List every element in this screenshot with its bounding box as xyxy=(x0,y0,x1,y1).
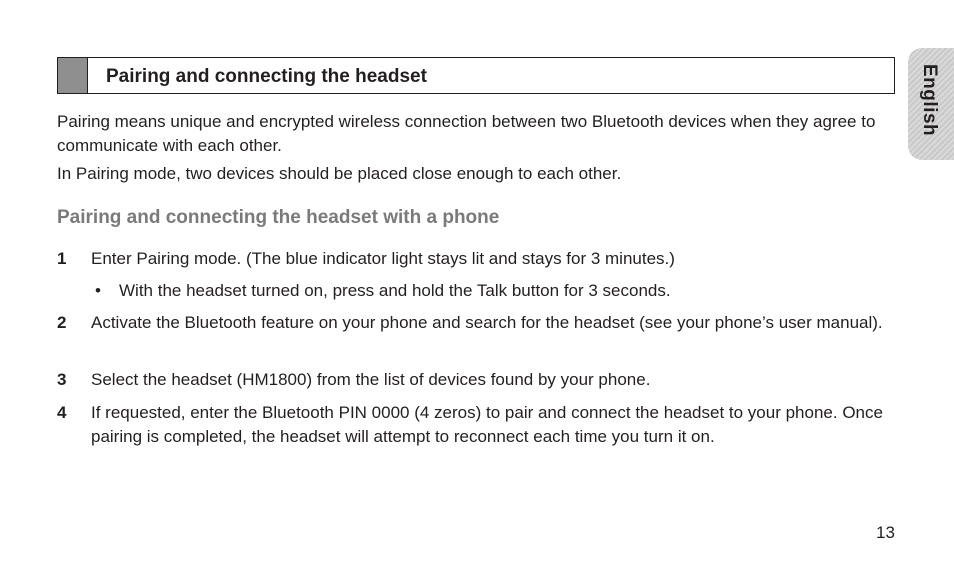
intro-paragraph-2: In Pairing mode, two devices should be placed close enough to each other. xyxy=(57,164,622,183)
subheading: Pairing and connecting the headset with a phone xyxy=(57,207,500,228)
step-number: 3 xyxy=(57,370,67,389)
section-title: Pairing and connecting the headset xyxy=(106,66,427,87)
step-text: Select the headset (HM1800) from the list of devices found by your phone. xyxy=(91,370,651,389)
page-number: 13 xyxy=(876,523,895,542)
step-number: 4 xyxy=(57,403,67,422)
step-text: Enter Pairing mode. (The blue indicator light stays lit and stays for 3 minutes.) xyxy=(91,249,675,268)
step-number: 2 xyxy=(57,313,67,332)
bullet-text: With the headset turned on, press and hold the Talk button for 3 seconds. xyxy=(119,281,671,300)
intro-paragraph-1: Pairing means unique and encrypted wireless connection between two Bluetooth devices when they agree to communicate with each other. xyxy=(57,112,876,155)
step-number: 1 xyxy=(57,249,67,268)
bullet-marker: • xyxy=(95,281,101,300)
section-color-block xyxy=(58,58,88,93)
step-text: If requested, enter the Bluetooth PIN 0000 (4 zeros) to pair and connect the headset to your phone. Once pairing is completed, the headset will attempt to reconnect each time you turn it on. xyxy=(91,403,883,446)
language-tab-label: English xyxy=(919,64,940,137)
section-header xyxy=(57,57,895,94)
step-text: Activate the Bluetooth feature on your phone and search for the headset (see your phone’s user manual). xyxy=(91,313,883,332)
language-tab xyxy=(908,48,954,160)
